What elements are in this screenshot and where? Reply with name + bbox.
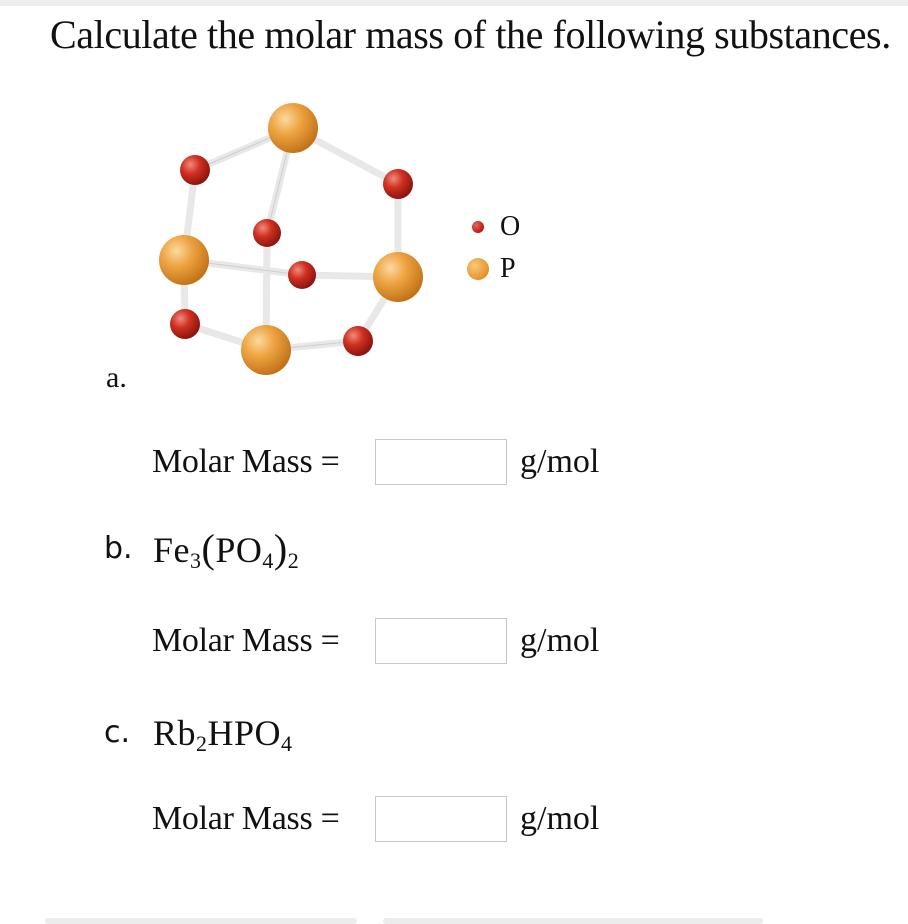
formula-paren-open: ( [201, 526, 216, 571]
formula-element: Rb [153, 713, 197, 753]
phosphorus-atom [373, 252, 423, 302]
oxygen-dot-icon [472, 221, 484, 233]
part-b-molar-mass-input[interactable] [375, 618, 507, 664]
part-a-answer-row [152, 436, 599, 488]
formula-subscript: 3 [190, 548, 202, 573]
part-a-label: a. [106, 361, 127, 394]
formula-paren-close: ) [273, 526, 288, 571]
part-c-answer-row [152, 793, 599, 845]
phosphorus-dot-icon [467, 258, 489, 280]
part-c-formula [153, 713, 293, 756]
atom-legend [463, 206, 543, 286]
legend-phosphorus [463, 254, 516, 284]
part-b-answer-row [152, 615, 599, 667]
phosphorus-atom [241, 325, 291, 375]
oxygen-atom [180, 155, 210, 185]
part-b-molar-mass-label: Molar Mass = [152, 622, 340, 659]
legend-oxygen-label: O [500, 211, 521, 242]
oxygen-atom [253, 219, 281, 247]
phosphorus-atom [268, 103, 318, 153]
formula-element: PO [215, 530, 263, 570]
part-b-formula [153, 526, 300, 573]
oxygen-atom [343, 326, 373, 356]
part-c-molar-mass-label: Molar Mass = [152, 800, 340, 837]
formula-element: HPO [207, 713, 282, 753]
bottom-button-edge [45, 918, 357, 924]
part-a-unit: g/mol [520, 443, 600, 480]
legend-phosphorus-label: P [500, 253, 516, 284]
formula-subscript: 4 [262, 548, 274, 573]
top-divider [0, 0, 908, 6]
oxygen-atom [170, 309, 200, 339]
formula-element: Fe [153, 530, 190, 570]
oxygen-atom [288, 261, 316, 289]
formula-subscript: 2 [287, 548, 300, 573]
part-a-molar-mass-label: Molar Mass = [152, 443, 340, 480]
legend-oxygen [463, 212, 520, 242]
part-c-unit: g/mol [520, 800, 600, 837]
question-title: Calculate the molar mass of the following substances. [50, 12, 891, 57]
phosphorus-atom [159, 235, 209, 285]
oxygen-atom [383, 169, 413, 199]
bottom-button-edge [383, 918, 763, 924]
molecule-model-image [140, 92, 440, 382]
part-c-molar-mass-input[interactable] [375, 796, 507, 842]
part-c-label: c. [104, 715, 131, 750]
formula-subscript: 4 [281, 731, 293, 756]
part-b-unit: g/mol [520, 622, 600, 659]
formula-subscript: 2 [196, 731, 208, 756]
part-b-label: b. [104, 531, 133, 566]
part-a-molar-mass-input[interactable] [375, 439, 507, 485]
